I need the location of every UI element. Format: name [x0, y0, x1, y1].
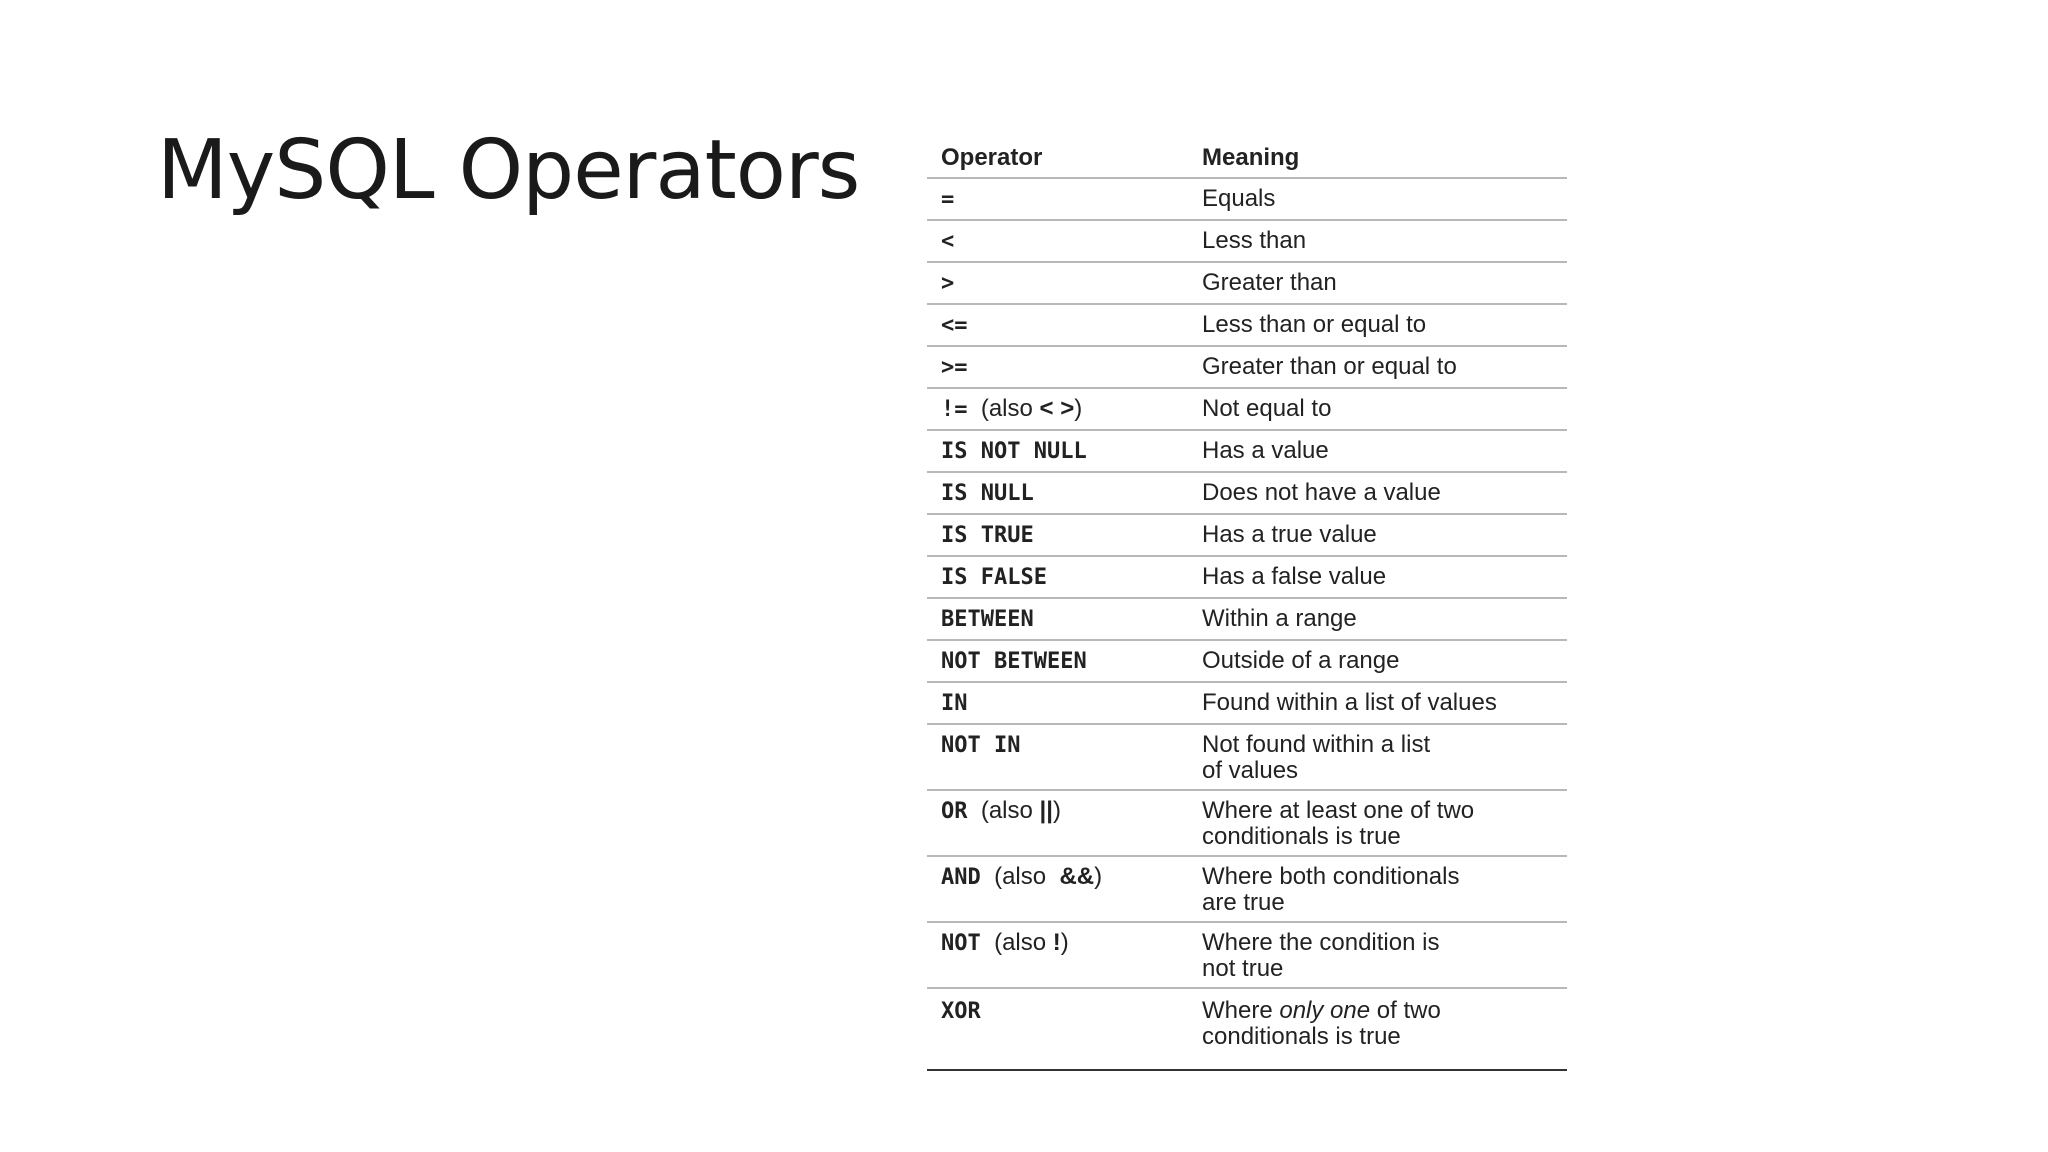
meaning-cell: Outside of a range [1188, 640, 1567, 682]
operator-cell [927, 790, 1188, 856]
operator-symbol: IS NULL [941, 480, 1034, 506]
operator-cell [927, 556, 1188, 598]
meaning-cell: Within a range [1188, 598, 1567, 640]
table-row [927, 856, 1567, 922]
meaning-line-1: Not found within a list [1202, 731, 1431, 758]
operator-alias-suffix: ) [1052, 797, 1061, 824]
operator-symbol: < [941, 228, 955, 254]
meaning-cell [1188, 922, 1567, 988]
table-row [927, 430, 1567, 472]
operators-table [927, 134, 1567, 1071]
table-row [927, 178, 1567, 220]
meaning-emphasis: only one [1279, 997, 1371, 1024]
meaning-cell [1188, 988, 1567, 1070]
operator-cell [927, 430, 1188, 472]
operator-alias-prefix: (also [980, 394, 1033, 422]
table-header-row [927, 134, 1567, 178]
operator-alias-suffix: ) [1074, 394, 1083, 422]
meaning-prefix: Where [1202, 997, 1273, 1024]
table-row [927, 682, 1567, 724]
meaning-line-2: not true [1202, 955, 1284, 982]
meaning-cell [1188, 790, 1567, 856]
table-row [927, 388, 1567, 430]
meaning-line-1: Where the condition is [1202, 929, 1440, 956]
operator-cell [927, 724, 1188, 790]
operator-cell [927, 388, 1188, 430]
meaning-cell: Greater than or equal to [1188, 346, 1567, 388]
operator-alias-symbol: < > [1039, 394, 1075, 422]
operator-cell [927, 856, 1188, 922]
operator-cell [927, 514, 1188, 556]
operator-alias-prefix: (also [994, 929, 1047, 956]
operator-cell [927, 598, 1188, 640]
meaning-cell: Less than [1188, 220, 1567, 262]
table-row [927, 304, 1567, 346]
meaning-line-2: conditionals is true [1202, 1023, 1401, 1050]
operator-symbol: >= [941, 354, 968, 380]
operator-symbol: NOT [941, 931, 981, 956]
table-row [927, 220, 1567, 262]
operator-symbol: IS NOT NULL [941, 438, 1087, 464]
table-row [927, 514, 1567, 556]
operator-symbol: IN [941, 690, 968, 716]
operator-cell [927, 220, 1188, 262]
header-operator: Operator [927, 134, 1188, 178]
operator-cell [927, 472, 1188, 514]
operator-symbol: = [941, 186, 955, 212]
operator-alias-suffix: ) [1060, 929, 1069, 956]
operator-symbol: NOT BETWEEN [941, 648, 1087, 674]
table-row [927, 790, 1567, 856]
operator-symbol: IS FALSE [941, 564, 1047, 590]
operator-symbol: > [941, 270, 955, 296]
meaning-cell: Has a true value [1188, 514, 1567, 556]
operator-symbol: BETWEEN [941, 606, 1034, 632]
operator-cell [927, 682, 1188, 724]
operator-symbol: != [941, 396, 968, 422]
operator-alias-symbol: || [1039, 797, 1053, 824]
operator-symbol: <= [941, 312, 968, 338]
table-row [927, 472, 1567, 514]
operator-alias-prefix: (also [980, 797, 1033, 824]
operator-alias-symbol: ! [1052, 929, 1061, 956]
operator-cell [927, 988, 1188, 1070]
table-row [927, 988, 1567, 1070]
operator-symbol: OR [941, 799, 968, 824]
meaning-cell: Does not have a value [1188, 472, 1567, 514]
meaning-line-2: conditionals is true [1202, 823, 1401, 850]
table-row [927, 598, 1567, 640]
operator-symbol: AND [941, 865, 981, 890]
operator-alias-suffix: ) [1094, 863, 1103, 890]
operator-symbol: NOT IN [941, 733, 1021, 758]
meaning-cell: Not equal to [1188, 388, 1567, 430]
table-row [927, 346, 1567, 388]
header-meaning: Meaning [1188, 134, 1567, 178]
meaning-cell [1188, 724, 1567, 790]
operator-symbol: IS TRUE [941, 522, 1034, 548]
operator-alias-symbol: && [1059, 863, 1095, 890]
meaning-line-1: Where both conditionals [1202, 863, 1460, 890]
meaning-line-2: of values [1202, 757, 1299, 784]
operator-cell [927, 262, 1188, 304]
meaning-line-2: are true [1202, 889, 1285, 916]
operator-symbol: XOR [941, 999, 981, 1024]
meaning-cell [1188, 856, 1567, 922]
meaning-suffix: of two [1376, 997, 1441, 1024]
meaning-cell: Found within a list of values [1188, 682, 1567, 724]
meaning-line-1: Where at least one of two [1202, 797, 1475, 824]
meaning-cell: Has a value [1188, 430, 1567, 472]
table-row [927, 922, 1567, 988]
meaning-cell: Equals [1188, 178, 1567, 220]
table-row [927, 262, 1567, 304]
operator-cell [927, 304, 1188, 346]
operator-cell [927, 346, 1188, 388]
operator-cell [927, 640, 1188, 682]
operators-table-container [927, 134, 1567, 1071]
meaning-cell: Greater than [1188, 262, 1567, 304]
operator-cell [927, 178, 1188, 220]
meaning-cell: Has a false value [1188, 556, 1567, 598]
meaning-cell: Less than or equal to [1188, 304, 1567, 346]
table-row [927, 556, 1567, 598]
table-row [927, 724, 1567, 790]
operator-alias-prefix: (also [994, 863, 1047, 890]
slide-title: MySQL Operators [157, 123, 860, 218]
operator-cell [927, 922, 1188, 988]
table-row [927, 640, 1567, 682]
